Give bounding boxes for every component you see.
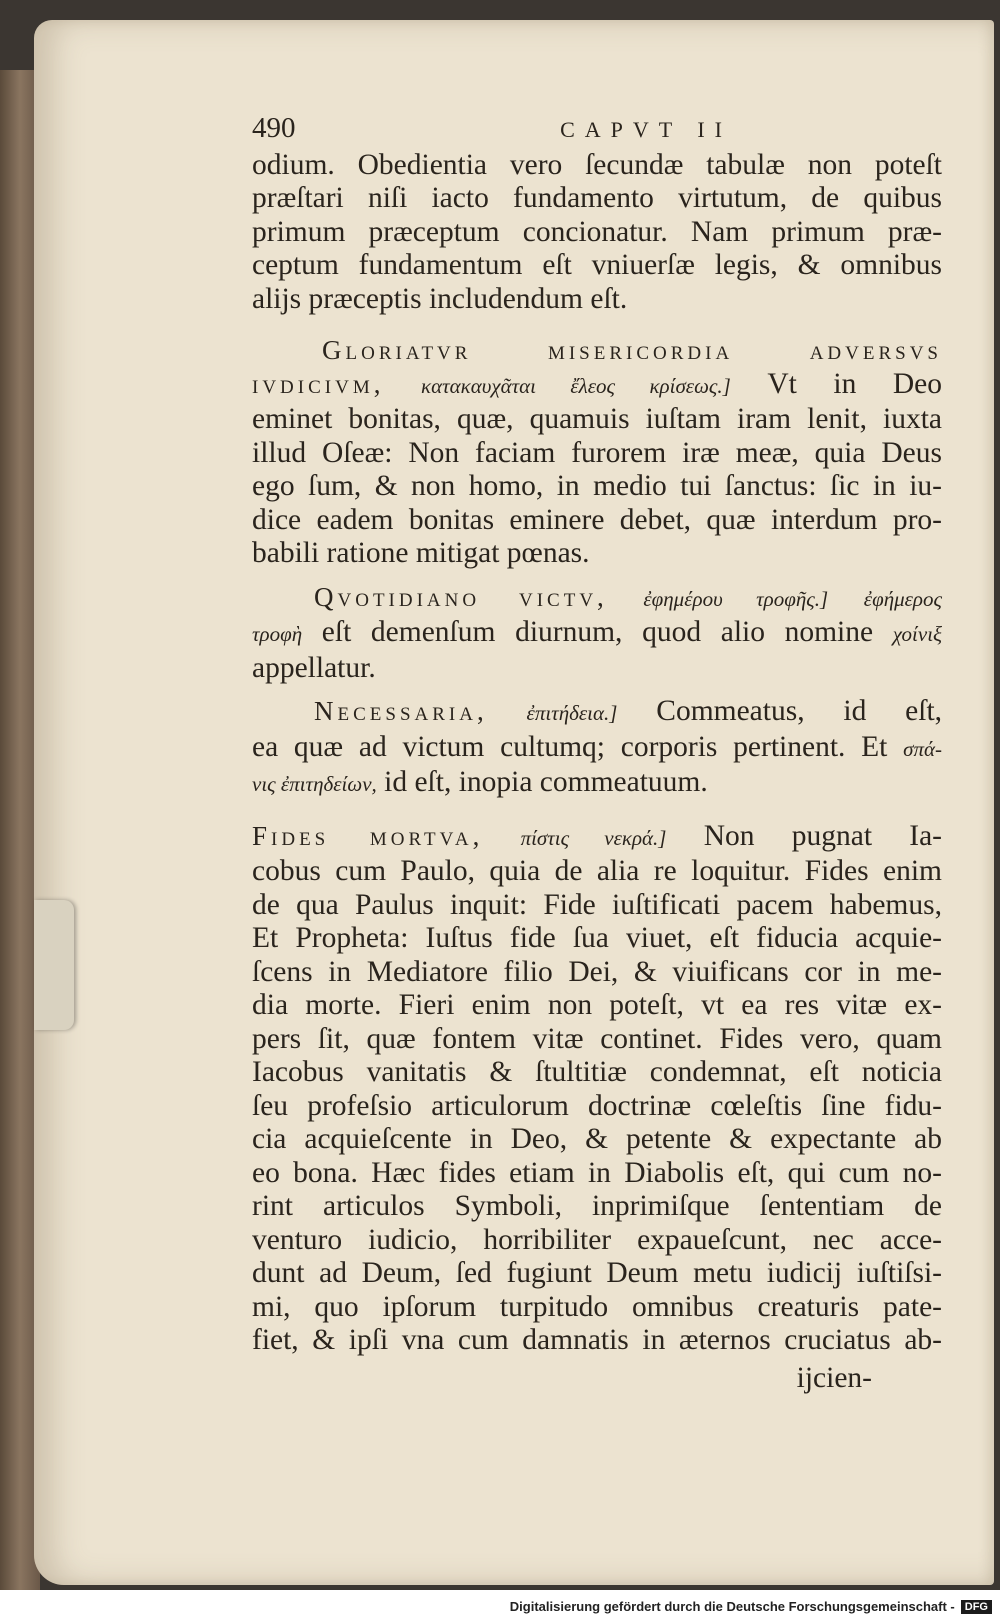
text-line: ivdicivm, κατακαυχᾶται ἔλεος κρίσεως.] Vt in Deo xyxy=(252,367,942,400)
page-number: 490 xyxy=(252,112,296,144)
greek-text: χοίνιξ xyxy=(892,622,943,646)
text-line: cia acquieſcente in Deo, & petente & expectante ab xyxy=(252,1123,942,1155)
text-line: rint articulos Symboli, inprimiſque ſententiam de xyxy=(252,1190,942,1222)
greek-text: τροφὴ xyxy=(252,622,303,646)
greek-text: κατακαυχᾶται ἔλεος κρίσεως.] xyxy=(420,373,731,398)
dfg-logo: DFG xyxy=(961,1600,992,1614)
lemma-line: Fides mortva, πίστις νεκρά.] Non pugnat Ia- xyxy=(252,819,942,852)
lemma: ivdicivm, xyxy=(252,368,385,399)
text-line: ea quæ ad victum cultumq; corporis pertinent. Et σπά- xyxy=(252,730,943,763)
lemma-line xyxy=(252,581,942,617)
running-title: CAPVT II xyxy=(560,117,732,142)
lemma-line: Necessaria, ἐπιτήδεια.] Commeatus, id eſt, xyxy=(314,695,943,727)
text-line: odium. Obedientia vero ſecundæ tabulæ non poteſt xyxy=(252,148,942,181)
greek-text: ἐφήμερος xyxy=(863,586,943,611)
lemma: Gloriatvr misericordia adversvs xyxy=(322,335,942,365)
text-line: fiet, & ipſi vna cum damnatis in æternos cruciatus ab- xyxy=(252,1324,942,1356)
text-line: mi, quo ipſorum turpitudo omnibus creaturis pate- xyxy=(252,1290,942,1323)
text-line: babili ratione mitigat pœnas. xyxy=(252,537,590,569)
greek-text: ἐπιτήδεια.] xyxy=(526,701,618,725)
text-line: Iacobus vanitatis & ſtultitiæ condemnat, eſt noticia xyxy=(252,1056,942,1088)
text-line: cobus cum Paulo, quia de alia re loquitur. Fides enim xyxy=(252,855,942,887)
text-line: Et Propheta: Iuſtus fide ſua viuet, eſt fiducia acquie- xyxy=(252,922,942,954)
text-line: alijs præceptis includendum eſt. xyxy=(252,282,628,315)
page-text xyxy=(252,112,942,1395)
text-line: pers ſit, quæ fontem vitæ continet. Fides vero, quam xyxy=(252,1022,942,1055)
text-line: eminet bonitas, quæ, quamuis iuſtam iram lenit, iuxta xyxy=(252,403,942,435)
page-header xyxy=(252,112,942,147)
footer-bar xyxy=(0,1590,1000,1623)
text-line: eo bona. Hæc fides etiam in Diabolis eſt, qui cum no- xyxy=(252,1156,942,1189)
text-line: præſtari niſi iacto fundamento virtutum, de quibus xyxy=(252,182,942,214)
text-line: dia morte. Fieri enim non poteſt, vt ea res vitæ ex- xyxy=(252,989,942,1021)
page-clip xyxy=(34,900,74,1030)
text-line: νις ἐπιτηδείων, id eſt, inopia commeatuum. xyxy=(252,766,708,798)
text-line: τροφὴ eſt demenſum diurnum, quod alio nomine χοίνιξ xyxy=(252,616,943,648)
text-line: primum præceptum concionatur. Nam primum præ- xyxy=(252,215,942,248)
lemma: Necessaria, xyxy=(314,696,488,726)
greek-text: πίστις νεκρά.] xyxy=(520,825,667,850)
text-line: dunt ad Deum, ſed fugiunt Deum metu iudicij iuſtiſsi- xyxy=(252,1257,942,1289)
catchword: ijcien- xyxy=(796,1361,872,1394)
text-line: ceptum fundamentum eſt vniuerſæ legis, & omnibus xyxy=(252,249,942,281)
text-line: de qua Paulus inquit: Fide iuſtificati pacem habemus, xyxy=(252,888,942,921)
greek-text: ἐφημέρου τροφῆς.] xyxy=(643,586,829,611)
lemma: Fides mortva, xyxy=(252,820,484,851)
greek-text: νις ἐπιτηδείων, xyxy=(252,772,377,796)
lemma-line xyxy=(252,334,942,368)
text-line: ſeu profeſsio articulorum doctrinæ cœleſtis ſine fidu- xyxy=(252,1089,942,1122)
text-line: dice eadem bonitas eminere debet, quæ interdum pro- xyxy=(252,503,942,536)
lemma: Qvotidiano victv, xyxy=(314,581,608,612)
text-line: venturo iudicio, horribiliter expaueſcunt, nec acce- xyxy=(252,1223,942,1256)
greek-text: σπά- xyxy=(903,736,943,761)
text-line: illud Oſeæ: Non faciam furorem iræ meæ, quia Deus xyxy=(252,436,942,469)
text-line: ego ſum, & non homo, in medio tui ſanctus: ſic in iu- xyxy=(252,470,942,502)
text-line: appellatur. xyxy=(252,651,376,684)
footer-credit: Digitalisierung gefördert durch die Deutsche Forschungsgemeinschaft - xyxy=(509,1599,955,1614)
text-line: ſcens in Mediatore filio Dei, & viuificans cor in me- xyxy=(252,955,942,988)
